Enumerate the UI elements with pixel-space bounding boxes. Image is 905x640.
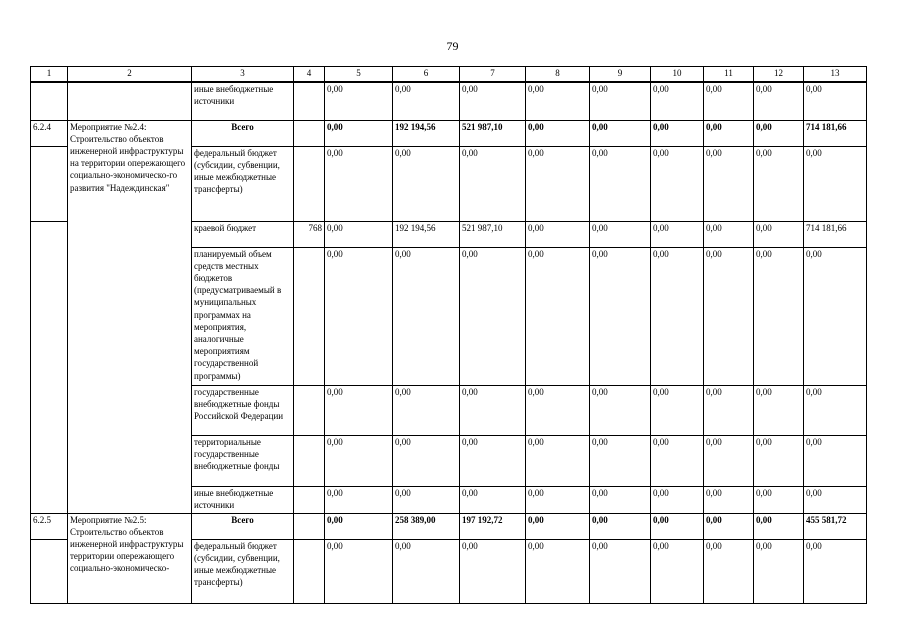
source-cell: планируемый объем средств местных бюджетов (предусматриваемый в муниципальных программах на мероприятия, аналогичные мероприятиям государственной программы) (192, 247, 294, 385)
value-cell: 0,00 (590, 513, 651, 539)
count-cell (294, 120, 325, 146)
value-cell: 0,00 (325, 385, 393, 435)
value-cell: 521 987,10 (460, 221, 526, 247)
value-cell: 0,00 (526, 435, 590, 486)
value-cell: 0,00 (393, 385, 460, 435)
value-cell: 0,00 (651, 385, 704, 435)
value-cell: 714 181,66 (804, 120, 867, 146)
value-cell: 0,00 (590, 120, 651, 146)
value-cell: 0,00 (526, 82, 590, 120)
value-cell: 0,00 (704, 120, 754, 146)
col-header-13: 13 (804, 67, 867, 83)
count-cell (294, 513, 325, 539)
col-header-12: 12 (754, 67, 804, 83)
value-cell: 0,00 (526, 539, 590, 603)
header-row (31, 67, 867, 83)
value-cell: 0,00 (651, 435, 704, 486)
value-cell: 0,00 (704, 82, 754, 120)
col-header-1: 1 (31, 67, 68, 83)
measure-title: Мероприятие №2.4: Строительство объектов инженерной инфраструктуры на территории опережающего социально-экономическо-го развития "Надеждинская" (68, 120, 192, 513)
value-cell: 714 181,66 (804, 221, 867, 247)
value-cell: 0,00 (460, 486, 526, 513)
col-header-8: 8 (526, 67, 590, 83)
value-cell: 0,00 (704, 146, 754, 221)
value-cell: 258 389,00 (393, 513, 460, 539)
col-header-10: 10 (651, 67, 704, 83)
value-cell: 0,00 (590, 435, 651, 486)
value-cell: 0,00 (526, 385, 590, 435)
value-cell: 0,00 (754, 435, 804, 486)
value-cell: 0,00 (754, 513, 804, 539)
value-cell: 0,00 (325, 247, 393, 385)
value-cell: 192 194,56 (393, 221, 460, 247)
source-cell: краевой бюджет (192, 221, 294, 247)
table-row (31, 513, 867, 539)
value-cell: 0,00 (804, 247, 867, 385)
value-cell: 0,00 (325, 513, 393, 539)
measure-code: 6.2.5 (31, 513, 68, 539)
value-cell: 0,00 (590, 82, 651, 120)
value-cell: 192 194,56 (393, 120, 460, 146)
value-cell: 0,00 (460, 82, 526, 120)
count-cell (294, 247, 325, 385)
value-cell: 0,00 (325, 486, 393, 513)
value-cell: 0,00 (460, 539, 526, 603)
value-cell: 0,00 (393, 146, 460, 221)
value-cell: 0,00 (460, 435, 526, 486)
value-cell: 0,00 (651, 539, 704, 603)
value-cell: 0,00 (325, 221, 393, 247)
count-cell (294, 385, 325, 435)
value-cell: 0,00 (704, 435, 754, 486)
value-cell: 521 987,10 (460, 120, 526, 146)
code-cell-empty (31, 539, 68, 603)
count-cell (294, 435, 325, 486)
count-cell (294, 539, 325, 603)
value-cell: 0,00 (325, 539, 393, 603)
value-cell: 0,00 (651, 82, 704, 120)
source-cell: государственные внебюджетные фонды Российской Федерации (192, 385, 294, 435)
value-cell: 0,00 (651, 247, 704, 385)
value-cell: 0,00 (651, 221, 704, 247)
page-number: 79 (446, 39, 459, 53)
value-cell: 0,00 (393, 539, 460, 603)
title-cell-empty (68, 82, 192, 120)
source-cell: территориальные государственные внебюджетные фонды (192, 435, 294, 486)
value-cell: 0,00 (325, 120, 393, 146)
value-cell: 0,00 (526, 247, 590, 385)
value-cell: 0,00 (651, 513, 704, 539)
value-cell: 0,00 (526, 221, 590, 247)
count-cell (294, 146, 325, 221)
measure-title: Мероприятие №2.5: Строительство объектов инженерной инфраструктуры территории опережающего социально-экономическо- (68, 513, 192, 603)
budget-table (30, 66, 867, 604)
value-cell: 455 581,72 (804, 513, 867, 539)
value-cell: 0,00 (526, 146, 590, 221)
value-cell: 0,00 (526, 486, 590, 513)
value-cell: 0,00 (804, 435, 867, 486)
value-cell: 0,00 (590, 385, 651, 435)
value-cell: 0,00 (651, 146, 704, 221)
table-row (31, 120, 867, 146)
col-header-6: 6 (393, 67, 460, 83)
source-cell: Всего (192, 513, 294, 539)
source-cell: федеральный бюджет (субсидии, субвенции, иные межбюджетные трансферты) (192, 146, 294, 221)
source-cell: Всего (192, 120, 294, 146)
source-cell: иные внебюджетные источники (192, 486, 294, 513)
value-cell: 0,00 (754, 82, 804, 120)
value-cell: 0,00 (754, 120, 804, 146)
code-cell-empty (31, 221, 68, 513)
value-cell: 0,00 (590, 539, 651, 603)
count-cell (294, 82, 325, 120)
value-cell: 0,00 (325, 435, 393, 486)
col-header-5: 5 (325, 67, 393, 83)
code-cell-empty (31, 82, 68, 120)
col-header-9: 9 (590, 67, 651, 83)
value-cell: 0,00 (325, 146, 393, 221)
value-cell: 0,00 (754, 146, 804, 221)
col-header-7: 7 (460, 67, 526, 83)
value-cell: 0,00 (393, 82, 460, 120)
value-cell: 0,00 (804, 486, 867, 513)
col-header-3: 3 (192, 67, 294, 83)
col-header-4: 4 (294, 67, 325, 83)
value-cell: 0,00 (804, 539, 867, 603)
value-cell: 0,00 (526, 120, 590, 146)
value-cell: 0,00 (704, 513, 754, 539)
value-cell: 0,00 (651, 486, 704, 513)
value-cell: 0,00 (526, 513, 590, 539)
value-cell: 0,00 (704, 385, 754, 435)
value-cell: 0,00 (393, 247, 460, 385)
table-row (31, 82, 867, 120)
value-cell: 0,00 (754, 539, 804, 603)
value-cell: 0,00 (754, 221, 804, 247)
value-cell: 0,00 (754, 247, 804, 385)
source-cell: иные внебюджетные источники (192, 82, 294, 120)
count-cell (294, 486, 325, 513)
value-cell: 0,00 (804, 82, 867, 120)
value-cell: 0,00 (590, 486, 651, 513)
value-cell: 0,00 (590, 221, 651, 247)
count-cell: 768 (294, 221, 325, 247)
col-header-2: 2 (68, 67, 192, 83)
col-header-11: 11 (704, 67, 754, 83)
value-cell: 0,00 (704, 221, 754, 247)
value-cell: 0,00 (704, 247, 754, 385)
value-cell: 197 192,72 (460, 513, 526, 539)
source-cell: федеральный бюджет (субсидии, субвенции, иные межбюджетные трансферты) (192, 539, 294, 603)
value-cell: 0,00 (460, 385, 526, 435)
value-cell: 0,00 (804, 146, 867, 221)
value-cell: 0,00 (754, 385, 804, 435)
value-cell: 0,00 (393, 435, 460, 486)
value-cell: 0,00 (804, 385, 867, 435)
value-cell: 0,00 (460, 146, 526, 221)
value-cell: 0,00 (325, 82, 393, 120)
value-cell: 0,00 (393, 486, 460, 513)
code-cell-empty (31, 146, 68, 221)
value-cell: 0,00 (590, 247, 651, 385)
value-cell: 0,00 (590, 146, 651, 221)
measure-code: 6.2.4 (31, 120, 68, 146)
value-cell: 0,00 (754, 486, 804, 513)
value-cell: 0,00 (704, 539, 754, 603)
value-cell: 0,00 (460, 247, 526, 385)
value-cell: 0,00 (704, 486, 754, 513)
value-cell: 0,00 (651, 120, 704, 146)
